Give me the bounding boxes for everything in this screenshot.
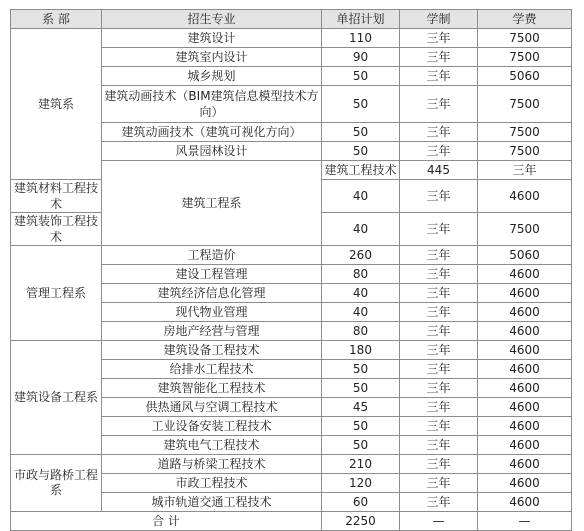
- total-fee: —: [478, 512, 572, 531]
- duration-cell: 三年: [400, 180, 478, 213]
- table-body: [11, 29, 572, 531]
- fee-cell: 7500: [478, 86, 572, 123]
- duration-cell: 三年: [400, 379, 478, 398]
- duration-cell: 三年: [400, 29, 478, 48]
- duration-cell: 三年: [400, 246, 478, 265]
- table-row: [11, 29, 572, 48]
- major-cell: 现代物业管理: [102, 303, 322, 322]
- fee-cell: 4600: [478, 493, 572, 512]
- major-cell: 工程造价: [102, 246, 322, 265]
- fee-cell: 7500: [478, 142, 572, 161]
- duration-cell: 三年: [400, 67, 478, 86]
- fee-cell: 5060: [478, 67, 572, 86]
- department-cell: 建筑系: [11, 29, 102, 180]
- fee-cell: 7500: [478, 213, 572, 246]
- fee-cell: 7500: [478, 48, 572, 67]
- department-cell: 管理工程系: [11, 246, 102, 341]
- fee-cell: 4600: [478, 455, 572, 474]
- fee-cell: 4600: [478, 360, 572, 379]
- major-cell: 建筑智能化工程技术: [102, 379, 322, 398]
- major-cell: 供热通风与空调工程技术: [102, 398, 322, 417]
- duration-cell: 三年: [400, 341, 478, 360]
- duration-cell: 三年: [400, 213, 478, 246]
- plan-cell: 45: [322, 398, 400, 417]
- fee-cell: 5060: [478, 246, 572, 265]
- plan-cell: 80: [322, 265, 400, 284]
- duration-cell: 三年: [400, 493, 478, 512]
- plan-cell: 260: [322, 246, 400, 265]
- major-cell: 风景园林设计: [102, 142, 322, 161]
- plan-cell: 50: [322, 360, 400, 379]
- major-cell: 建筑装饰工程技术: [11, 213, 102, 246]
- duration-cell: 三年: [400, 284, 478, 303]
- plan-cell: 90: [322, 48, 400, 67]
- department-cell: 市政与路桥工程系: [11, 455, 102, 512]
- major-cell: 建筑动画技术（建筑可视化方向）: [102, 123, 322, 142]
- major-cell: 道路与桥梁工程技术: [102, 455, 322, 474]
- plan-cell: 50: [322, 86, 400, 123]
- duration-cell: 三年: [478, 161, 572, 180]
- fee-cell: 4600: [478, 284, 572, 303]
- header-duration: 学制: [400, 10, 478, 29]
- duration-cell: 三年: [400, 265, 478, 284]
- total-row: [11, 512, 572, 531]
- major-cell: 建筑工程技术: [322, 161, 400, 180]
- plan-cell: 50: [322, 417, 400, 436]
- fee-cell: 7500: [478, 123, 572, 142]
- plan-cell: 50: [322, 379, 400, 398]
- duration-cell: 三年: [400, 360, 478, 379]
- major-cell: 建筑电气工程技术: [102, 436, 322, 455]
- major-cell: 房地产经营与管理: [102, 322, 322, 341]
- duration-cell: 三年: [400, 417, 478, 436]
- plan-cell: 50: [322, 67, 400, 86]
- fee-cell: 4600: [478, 398, 572, 417]
- plan-cell: 40: [322, 213, 400, 246]
- table-row: [11, 455, 572, 474]
- fee-cell: 4600: [478, 379, 572, 398]
- major-cell: 给排水工程技术: [102, 360, 322, 379]
- header-plan: 单招计划: [322, 10, 400, 29]
- major-cell: 建筑经济信息化管理: [102, 284, 322, 303]
- fee-cell: 4600: [478, 322, 572, 341]
- fee-cell: 4600: [478, 180, 572, 213]
- department-cell: 建筑设备工程系: [11, 341, 102, 455]
- header-department: 系 部: [11, 10, 102, 29]
- major-cell: 建筑动画技术（BIM建筑信息模型技术方向）: [102, 86, 322, 123]
- plan-cell: 80: [322, 322, 400, 341]
- duration-cell: 三年: [400, 455, 478, 474]
- table-row: [11, 246, 572, 265]
- plan-cell: 40: [322, 303, 400, 322]
- fee-cell: 4600: [478, 341, 572, 360]
- plan-cell: 40: [322, 284, 400, 303]
- duration-cell: 三年: [400, 123, 478, 142]
- plan-cell: 210: [322, 455, 400, 474]
- plan-cell: 50: [322, 436, 400, 455]
- fee-cell: 4600: [478, 303, 572, 322]
- major-cell: 市政工程技术: [102, 474, 322, 493]
- duration-cell: 三年: [400, 436, 478, 455]
- duration-cell: 三年: [400, 86, 478, 123]
- major-cell: 建筑室内设计: [102, 48, 322, 67]
- major-cell: 建筑设计: [102, 29, 322, 48]
- major-cell: 城市轨道交通工程技术: [102, 493, 322, 512]
- plan-cell: 180: [322, 341, 400, 360]
- duration-cell: 三年: [400, 398, 478, 417]
- plan-cell: 50: [322, 142, 400, 161]
- department-cell: 建筑工程系: [102, 161, 322, 246]
- plan-cell: 120: [322, 474, 400, 493]
- fee-cell: 4600: [478, 474, 572, 493]
- total-label: 合 计: [11, 512, 322, 531]
- header-fee: 学费: [478, 10, 572, 29]
- major-cell: 建筑材料工程技术: [11, 180, 102, 213]
- major-cell: 城乡规划: [102, 67, 322, 86]
- duration-cell: 三年: [400, 48, 478, 67]
- total-plan: 2250: [322, 512, 400, 531]
- plan-cell: 60: [322, 493, 400, 512]
- admissions-table: [10, 9, 572, 531]
- duration-cell: 三年: [400, 303, 478, 322]
- header-row: [11, 10, 572, 29]
- major-cell: 建筑设备工程技术: [102, 341, 322, 360]
- fee-cell: 7500: [478, 29, 572, 48]
- fee-cell: 4600: [478, 417, 572, 436]
- plan-cell: 40: [322, 180, 400, 213]
- fee-cell: 4600: [478, 436, 572, 455]
- plan-cell: 50: [322, 123, 400, 142]
- plan-cell: 445: [400, 161, 478, 180]
- total-duration: —: [400, 512, 478, 531]
- major-cell: 工业设备安装工程技术: [102, 417, 322, 436]
- major-cell: 建设工程管理: [102, 265, 322, 284]
- table-row: [11, 341, 572, 360]
- plan-cell: 110: [322, 29, 400, 48]
- header-major: 招生专业: [102, 10, 322, 29]
- fee-cell: 4600: [478, 265, 572, 284]
- duration-cell: 三年: [400, 474, 478, 493]
- duration-cell: 三年: [400, 322, 478, 341]
- duration-cell: 三年: [400, 142, 478, 161]
